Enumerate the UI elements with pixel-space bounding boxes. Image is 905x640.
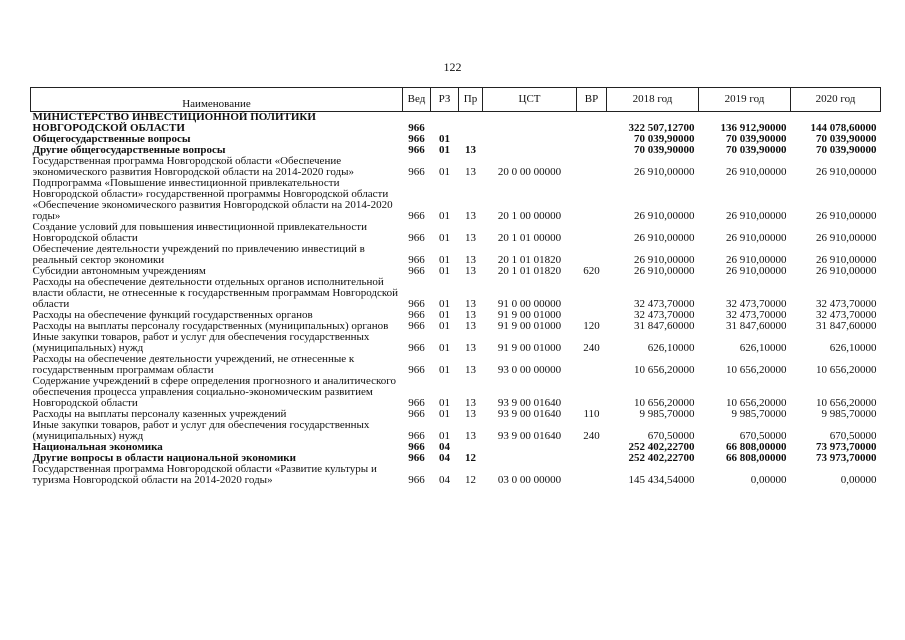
cell-cst: 20 1 01 01820 [497,254,562,266]
cell-name: Расходы на выплаты персоналу казенных учреждений [32,408,287,420]
cell-cst: 20 0 00 00000 [497,166,562,178]
cell-2020: 9 985,70000 [821,408,877,420]
cell-pr: 13 [465,408,476,420]
cell-pr: 12 [465,474,476,486]
cell-vr [577,178,607,222]
budget-table [30,87,881,486]
cell-vr [577,112,607,135]
cell-rz: 04 [439,452,450,464]
cell-rz: 01 [439,430,450,442]
cell-2018: 32 473,70000 [634,298,695,310]
cell-cst [483,453,577,464]
header-2019: 2019 год [699,88,791,112]
cell-name: Государственная программа Новгородской области «Обеспечение экономического развития Новгородской области на 2014-2020 годы» [32,155,355,178]
cell-2019: 26 910,00000 [726,210,787,222]
cell-name: Другие общегосударственные вопросы [32,144,226,156]
cell-pr: 13 [465,364,476,376]
cell-ved: 966 [408,441,425,453]
cell-2018: 26 910,00000 [634,210,695,222]
header-vr: ВР [577,88,607,112]
table-row [31,112,881,135]
cell-rz [431,112,459,135]
cell-2018: 626,10000 [647,342,695,354]
cell-rz: 01 [439,133,450,145]
cell-cst: 93 9 00 01640 [497,397,562,409]
cell-rz: 01 [439,265,450,277]
cell-name: Создание условий для повышения инвестиционной привлекательности Новгородской области [32,221,367,244]
cell-rz: 01 [439,166,450,178]
cell-2018: 26 910,00000 [634,166,695,178]
cell-2020: 670,50000 [829,430,877,442]
cell-cst: 91 9 00 01000 [497,320,562,332]
cell-ved: 966 [408,452,425,464]
cell-rz: 01 [439,232,450,244]
cell-rz: 01 [439,144,450,156]
cell-2020: 26 910,00000 [816,210,877,222]
cell-vr [577,134,607,145]
cell-pr: 13 [465,430,476,442]
table-row [31,156,881,178]
cell-2020: 32 473,70000 [816,298,877,310]
cell-ved: 966 [408,298,425,310]
cell-rz: 01 [439,210,450,222]
cell-2020: 73 973,70000 [816,441,877,453]
cell-name: Другие вопросы в области национальной экономики [32,452,296,464]
cell-2018: 252 402,22700 [628,452,695,464]
cell-name: МИНИСТЕРСТВО ИНВЕСТИЦИОННОЙ ПОЛИТИКИ НОВГОРОДСКОЙ ОБЛАСТИ [32,111,316,134]
cell-pr: 13 [465,166,476,178]
cell-vr [577,453,607,464]
cell-2019: 70 039,90000 [726,144,787,156]
cell-2018: 31 847,60000 [634,320,695,332]
cell-cst [483,145,577,156]
cell-2018: 26 910,00000 [634,265,695,277]
cell-ved: 966 [408,133,425,145]
table-row [31,332,881,354]
cell-name: Субсидии автономным учреждениям [32,265,206,277]
cell-rz: 04 [439,474,450,486]
cell-2019: 136 912,90000 [720,122,787,134]
table-row [31,222,881,244]
cell-vr: 240 [583,342,600,354]
table-row [31,376,881,409]
cell-rz: 01 [439,408,450,420]
table-header-row [31,88,881,112]
table-row [31,178,881,222]
cell-2020: 31 847,60000 [816,320,877,332]
cell-vr [577,354,607,376]
cell-2018: 145 434,54000 [628,474,695,486]
cell-ved: 966 [408,122,425,134]
cell-2020: 26 910,00000 [816,166,877,178]
cell-name: Расходы на обеспечение функций государственных органов [32,309,313,321]
header-name: Наименование [31,88,403,112]
cell-pr: 13 [465,144,476,156]
cell-pr: 12 [465,452,476,464]
cell-pr: 13 [465,342,476,354]
cell-ved: 966 [408,265,425,277]
cell-vr [577,376,607,409]
cell-pr: 13 [465,265,476,277]
cell-cst: 91 9 00 01000 [497,342,562,354]
cell-2020: 26 910,00000 [816,265,877,277]
cell-rz: 01 [439,342,450,354]
cell-2018: 70 039,90000 [634,144,695,156]
cell-pr: 13 [465,397,476,409]
cell-2020: 32 473,70000 [816,309,877,321]
cell-cst: 20 1 00 00000 [497,210,562,222]
cell-ved: 966 [408,210,425,222]
cell-name: Обеспечение деятельности учреждений по привлечению инвестиций в реальный сектор экономики [32,243,365,266]
cell-name: Иные закупки товаров, работ и услуг для обеспечения государственных (муниципальных) нужд [32,331,370,354]
cell-cst: 03 0 00 00000 [497,474,562,486]
cell-ved: 966 [408,342,425,354]
cell-vr [577,244,607,266]
cell-vr [577,145,607,156]
cell-2018: 26 910,00000 [634,232,695,244]
cell-name: Содержание учреждений в сфере определения прогнозного и аналитического обеспечения процесса управления социально-экономическим развитием Новгородской области [32,375,397,409]
cell-2019: 10 656,20000 [726,397,787,409]
cell-vr [577,277,607,310]
cell-2018: 70 039,90000 [634,133,695,145]
page-number: 122 [443,60,462,74]
table-row [31,420,881,442]
cell-cst: 91 0 00 00000 [497,298,562,310]
cell-2019: 9 985,70000 [731,408,787,420]
cell-2018: 32 473,70000 [634,309,695,321]
cell-cst [483,442,577,453]
cell-cst: 91 9 00 01000 [497,309,562,321]
cell-name: Государственная программа Новгородской области «Развитие культуры и туризма Новгородской области на 2014-2020 годы» [32,463,377,486]
cell-vr [577,442,607,453]
cell-ved: 966 [408,166,425,178]
cell-rz: 01 [439,298,450,310]
cell-2019: 626,10000 [739,342,787,354]
cell-ved: 966 [408,397,425,409]
header-pr: Пр [459,88,483,112]
header-2020: 2020 год [791,88,881,112]
cell-2019: 32 473,70000 [726,298,787,310]
cell-2020: 73 973,70000 [816,452,877,464]
cell-pr: 13 [465,309,476,321]
cell-2019: 0,00000 [750,474,787,486]
cell-vr: 620 [583,265,600,277]
cell-2020: 626,10000 [829,342,877,354]
cell-2019: 26 910,00000 [726,166,787,178]
cell-2020: 70 039,90000 [816,144,877,156]
cell-vr: 240 [583,430,600,442]
cell-2018: 26 910,00000 [634,254,695,266]
cell-2019: 66 808,00000 [726,441,787,453]
cell-2019: 32 473,70000 [726,309,787,321]
table-row [31,277,881,310]
cell-pr: 13 [465,232,476,244]
cell-ved: 966 [408,144,425,156]
cell-ved: 966 [408,364,425,376]
cell-rz: 01 [439,254,450,266]
cell-2020: 26 910,00000 [816,232,877,244]
cell-rz: 01 [439,320,450,332]
cell-2020: 0,00000 [840,474,877,486]
cell-cst: 20 1 01 01820 [497,265,562,277]
cell-name: Иные закупки товаров, работ и услуг для обеспечения государственных (муниципальных) нужд [32,419,370,442]
cell-ved: 966 [408,254,425,266]
cell-name: Подпрограмма «Повышение инвестиционной привлекательности Новгородской области» государственной программы Новгородской области «Обеспечение экономического развития Новгородской области на 2014-2020 годы» [32,177,393,222]
cell-ved: 966 [408,232,425,244]
cell-2019: 26 910,00000 [726,232,787,244]
cell-rz: 04 [439,441,450,453]
cell-2019: 66 808,00000 [726,452,787,464]
cell-rz: 01 [439,309,450,321]
cell-2019: 26 910,00000 [726,254,787,266]
cell-ved: 966 [408,430,425,442]
cell-ved: 966 [408,474,425,486]
cell-rz: 01 [439,397,450,409]
cell-pr [459,112,483,135]
cell-cst: 93 9 00 01640 [497,430,562,442]
table-row [31,464,881,486]
cell-vr [577,222,607,244]
header-rz: РЗ [431,88,459,112]
cell-name: Национальная экономика [32,441,163,453]
table-row [31,244,881,266]
cell-2019: 10 656,20000 [726,364,787,376]
cell-2020: 144 078,60000 [810,122,877,134]
cell-vr [577,156,607,178]
cell-pr: 13 [465,320,476,332]
header-cst: ЦСТ [483,88,577,112]
cell-cst [483,112,577,135]
cell-ved: 966 [408,309,425,321]
table-row [31,354,881,376]
cell-2020: 10 656,20000 [816,397,877,409]
header-2018: 2018 год [607,88,699,112]
cell-2019: 670,50000 [739,430,787,442]
cell-rz: 01 [439,364,450,376]
cell-2018: 670,50000 [647,430,695,442]
header-ved: Вед [403,88,431,112]
cell-cst: 93 9 00 01640 [497,408,562,420]
cell-ved: 966 [408,320,425,332]
cell-vr: 120 [583,320,600,332]
cell-pr: 13 [465,298,476,310]
cell-2018: 10 656,20000 [634,364,695,376]
cell-2020: 70 039,90000 [816,133,877,145]
cell-2019: 31 847,60000 [726,320,787,332]
cell-cst: 93 0 00 00000 [497,364,562,376]
cell-name: Расходы на обеспечение деятельности отдельных органов исполнительной власти области, не отнесенные к государственным программам Новгородской области [32,276,399,310]
cell-name: Общегосударственные вопросы [32,133,191,145]
cell-pr: 13 [465,210,476,222]
cell-ved: 966 [408,408,425,420]
cell-vr: 110 [583,408,600,420]
cell-2019: 26 910,00000 [726,265,787,277]
cell-name: Расходы на выплаты персоналу государственных (муниципальных) органов [32,320,389,332]
cell-pr: 13 [465,254,476,266]
cell-cst: 20 1 01 00000 [497,232,562,244]
cell-vr [577,464,607,486]
cell-2020: 10 656,20000 [816,364,877,376]
cell-cst [483,134,577,145]
cell-2018: 252 402,22700 [628,441,695,453]
cell-2019: 70 039,90000 [726,133,787,145]
cell-2018: 322 507,12700 [628,122,695,134]
cell-name: Расходы на обеспечение деятельности учреждений, не отнесенные к государственным программам области [32,353,355,376]
cell-2018: 10 656,20000 [634,397,695,409]
cell-2018: 9 985,70000 [639,408,695,420]
cell-2020: 26 910,00000 [816,254,877,266]
